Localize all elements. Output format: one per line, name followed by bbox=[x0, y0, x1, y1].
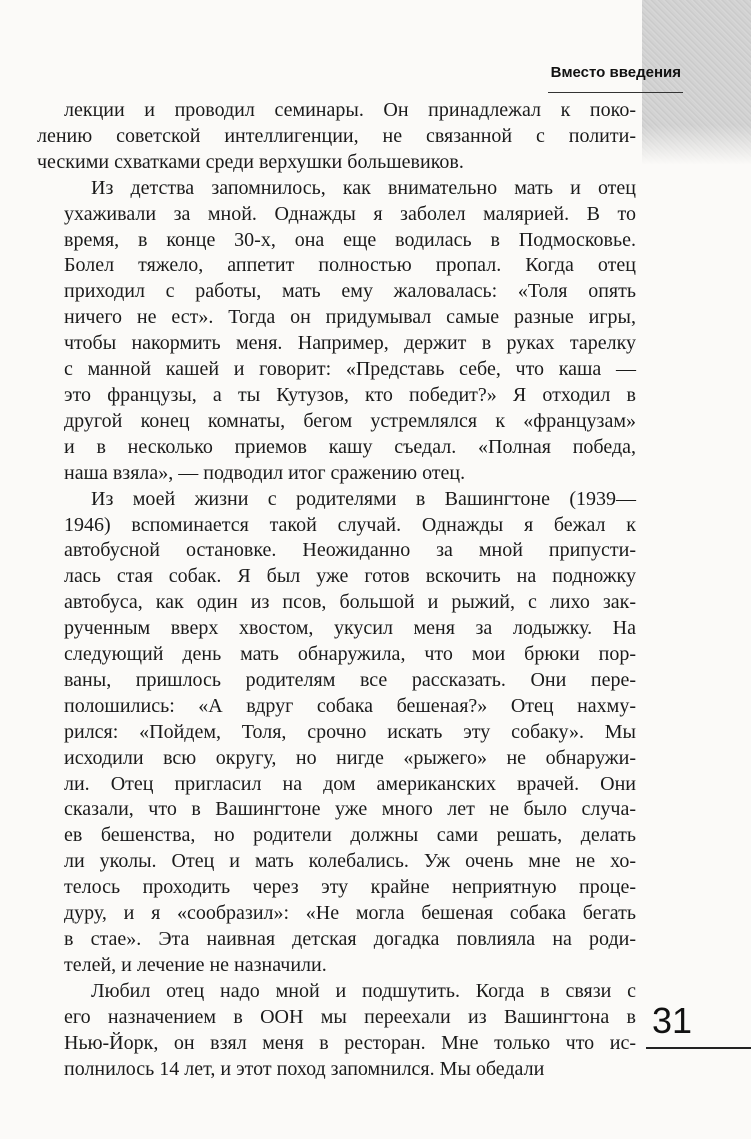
text-line: и в несколько приемов кашу съедал. «Полная победа, bbox=[64, 435, 636, 458]
text-line: лекции и проводил семинары. Он принадлежал к поко- bbox=[64, 99, 636, 121]
text-line: телей, и лечение не назначили. bbox=[64, 953, 327, 976]
text-line: телось проходить через эту крайне неприятную проце- bbox=[64, 876, 636, 899]
text-line: его назначением в ООН мы переехали из Вашингтона в bbox=[64, 1005, 636, 1028]
text-line: следующий день мать обнаружила, что мои брюки пор- bbox=[64, 643, 636, 666]
text-line: автобуса, как один из псов, большой и рыжий, с лихо зак- bbox=[64, 591, 636, 614]
page-number: 31 bbox=[652, 1000, 693, 1041]
text-line: лась стая собак. Я был уже готов вскочить на подножку bbox=[64, 565, 636, 588]
text-line: дуру, и я «сообразил»: «Не могла бешеная собака бегать bbox=[64, 902, 636, 925]
text-line: рился: «Пойдем, Толя, срочно искать эту собаку». Мы bbox=[64, 720, 636, 743]
text-line: лению советской интеллигенции, не связанной с полити- bbox=[37, 124, 636, 147]
text-line: сказали, что в Вашингтоне уже много лет не было случа- bbox=[64, 798, 636, 821]
footer-rule bbox=[646, 1047, 751, 1049]
text-line: рученным вверх хвостом, укусил меня за лодыжку. На bbox=[64, 617, 636, 640]
text-line: наша взяла», — подводил итог сражению отец. bbox=[64, 461, 466, 484]
text-line: 1946) вспоминается такой случай. Однажды я бежал к bbox=[64, 513, 636, 536]
text-line: ли уколы. Отец и мать колебались. Уж очень мне не хо- bbox=[64, 850, 636, 873]
text-line: Из детства запомнилось, как внимательно мать и отец bbox=[91, 176, 636, 199]
text-line: ухаживали за мной. Однажды я заболел малярией. В то bbox=[64, 202, 636, 225]
text-line: автобусной остановке. Неожиданно за мной припусти- bbox=[64, 539, 636, 562]
text-line: ваны, пришлось родителям все рассказать. Они пере- bbox=[64, 668, 636, 691]
paragraph bbox=[64, 176, 636, 487]
text-line: ческими схватками среди верхушки большевиков. bbox=[37, 150, 464, 173]
text-line: ев бешенства, но родители должны сами решать, делать bbox=[64, 824, 636, 847]
paragraph bbox=[37, 98, 636, 176]
text-line: ли. Отец пригласил на дом американских врачей. Они bbox=[64, 772, 636, 795]
text-line: полнилось 14 лет, и этот поход запомнился. Мы обедали bbox=[64, 1057, 545, 1080]
text-line: Из моей жизни с родителями в Вашингтоне (1939— bbox=[91, 487, 636, 510]
page-corner-shading bbox=[642, 0, 751, 165]
text-line: Болел тяжело, аппетит полностью пропал. Когда отец bbox=[64, 254, 636, 277]
text-line: в стае». Эта наивная детская догадка повлияла на роди- bbox=[64, 928, 636, 950]
text-line: приходил с работы, мать ему жаловалась: «Толя опять bbox=[64, 280, 636, 303]
text-line: исходили всю округу, но нигде «рыжего» не обнаружи- bbox=[64, 746, 636, 769]
text-line: ничего не ест». Тогда он придумывал самые разные игры, bbox=[64, 306, 636, 329]
text-line: полошились: «А вдруг собака бешеная?» Отец нахму- bbox=[64, 694, 636, 717]
text-line: другой конец комнаты, бегом устремлялся к «французам» bbox=[64, 409, 636, 432]
text-line: время, в конце 30-х, она еще водилась в Подмосковье. bbox=[64, 228, 636, 251]
text-line: это французы, а ты Кутузов, кто победит?» Я отходил в bbox=[64, 383, 636, 406]
header-rule bbox=[548, 92, 683, 93]
text-line: Любил отец надо мной и подшутить. Когда в связи с bbox=[91, 979, 636, 1002]
paragraph bbox=[64, 979, 636, 1083]
text-line: Нью-Йорк, он взял меня в ресторан. Мне только что ис- bbox=[64, 1031, 636, 1054]
running-head: Вместо введения bbox=[550, 64, 681, 81]
body-text bbox=[37, 98, 636, 1082]
text-line: с манной кашей и говорит: «Представь себе, что каша — bbox=[64, 358, 636, 381]
text-line: чтобы накормить меня. Например, держит в руках тарелку bbox=[64, 332, 636, 355]
paragraph bbox=[64, 487, 636, 979]
